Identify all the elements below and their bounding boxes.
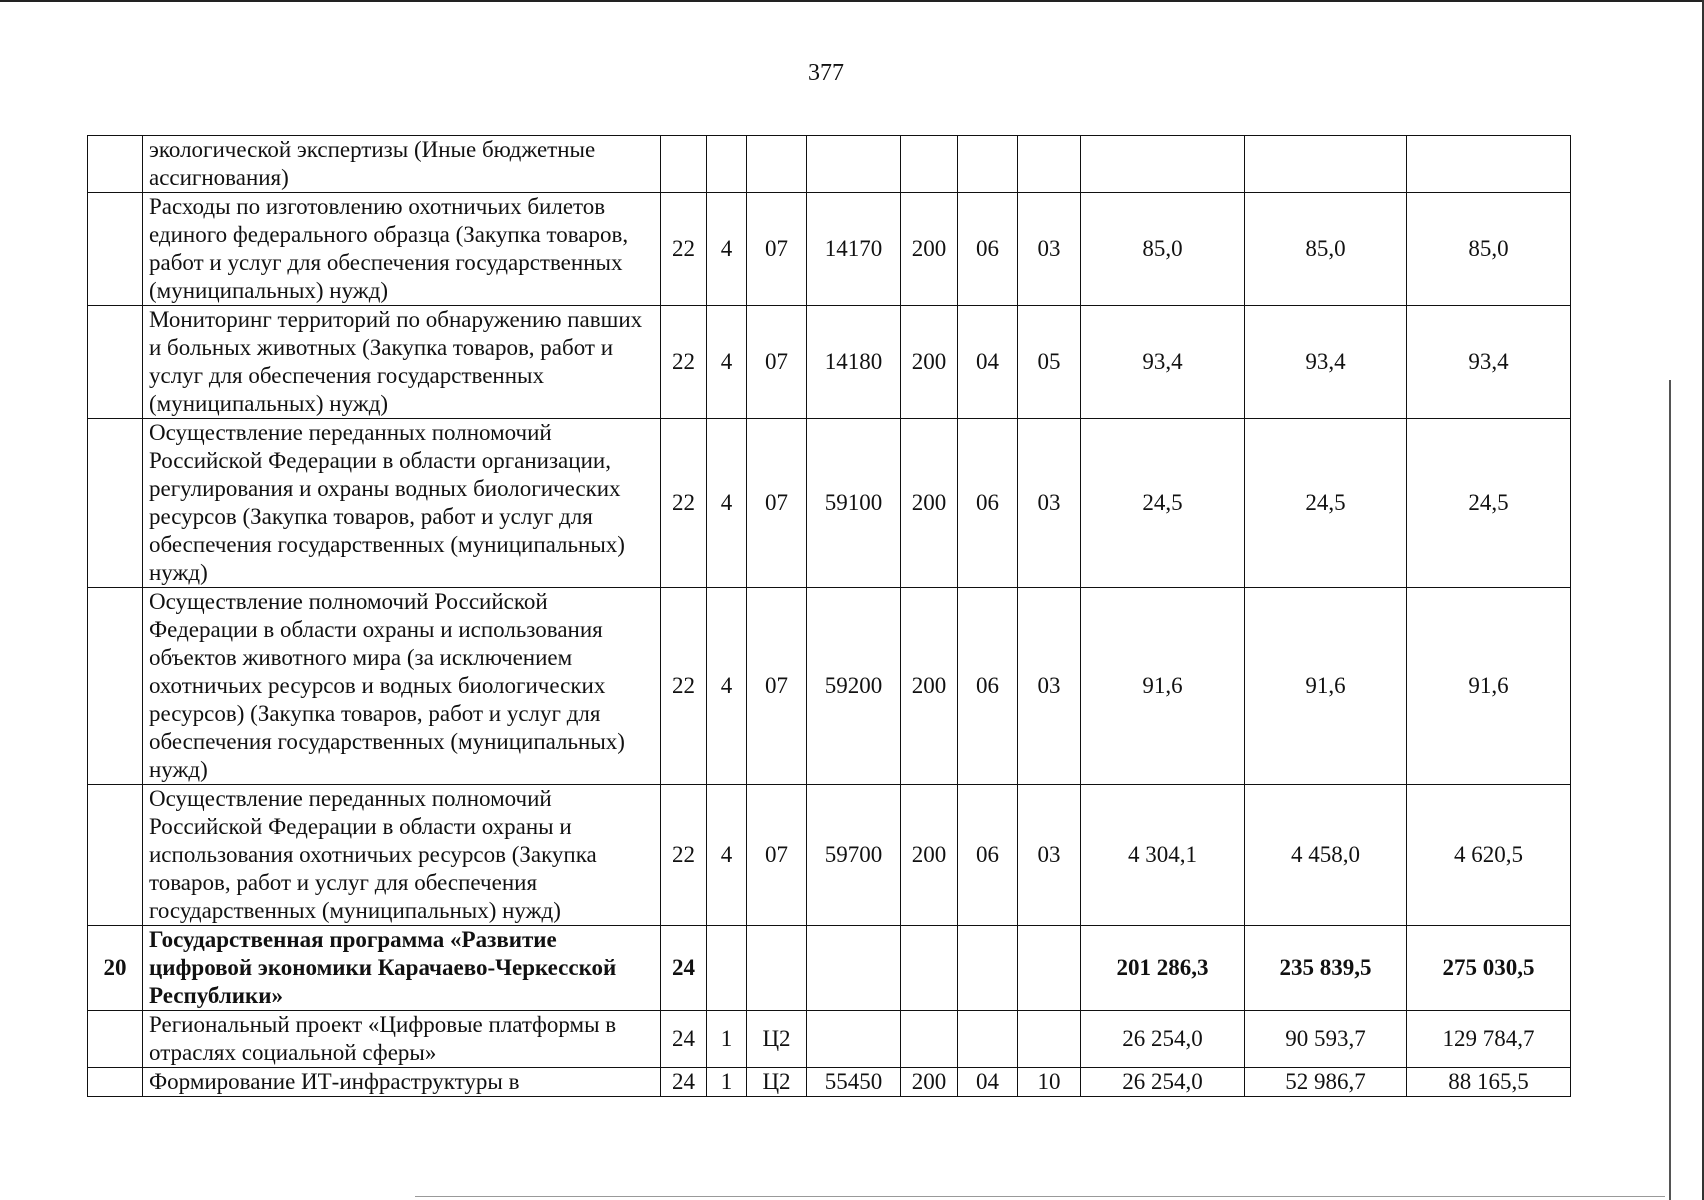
code-7 <box>1018 926 1081 1011</box>
amount-year-2 <box>1245 136 1407 193</box>
row-description: Региональный проект «Цифровые платформы в отраслях социальной сферы» <box>143 1011 661 1068</box>
amount-year-1: 91,6 <box>1081 588 1245 785</box>
amount-year-1: 85,0 <box>1081 193 1245 306</box>
code-7: 05 <box>1018 306 1081 419</box>
code-2: 4 <box>707 306 747 419</box>
row-number <box>88 136 143 193</box>
code-2: 1 <box>707 1011 747 1068</box>
amount-year-2: 90 593,7 <box>1245 1011 1407 1068</box>
amount-year-2: 235 839,5 <box>1245 926 1407 1011</box>
row-description: экологической экспертизы (Иные бюджетные ассигнования) <box>143 136 661 193</box>
code-3: 07 <box>747 193 807 306</box>
code-1: 24 <box>661 926 707 1011</box>
code-2 <box>707 926 747 1011</box>
code-3: Ц2 <box>747 1011 807 1068</box>
amount-year-3 <box>1407 136 1571 193</box>
code-3: 07 <box>747 785 807 926</box>
code-3: 07 <box>747 419 807 588</box>
amount-year-2: 93,4 <box>1245 306 1407 419</box>
table-row <box>88 419 1571 588</box>
amount-year-1 <box>1081 136 1245 193</box>
code-1: 22 <box>661 785 707 926</box>
code-1: 22 <box>661 419 707 588</box>
table-row <box>88 926 1571 1011</box>
code-7: 10 <box>1018 1068 1081 1097</box>
amount-year-3: 129 784,7 <box>1407 1011 1571 1068</box>
row-description: Формирование ИТ-инфраструктуры в <box>143 1068 661 1097</box>
row-description: Расходы по изготовлению охотничьих билетов единого федерального образца (Закупка товаров, работ и услуг для обеспечения государственных (муниципальных) нужд) <box>143 193 661 306</box>
table-row <box>88 588 1571 785</box>
row-number <box>88 785 143 926</box>
code-7 <box>1018 1011 1081 1068</box>
table-row <box>88 136 1571 193</box>
row-number <box>88 1011 143 1068</box>
row-number <box>88 588 143 785</box>
amount-year-1: 93,4 <box>1081 306 1245 419</box>
code-5: 200 <box>901 419 958 588</box>
amount-year-2: 52 986,7 <box>1245 1068 1407 1097</box>
amount-year-3: 91,6 <box>1407 588 1571 785</box>
code-5: 200 <box>901 588 958 785</box>
row-number <box>88 193 143 306</box>
code-2: 4 <box>707 193 747 306</box>
code-1: 22 <box>661 588 707 785</box>
code-5 <box>901 1011 958 1068</box>
code-6 <box>958 1011 1018 1068</box>
table-row <box>88 1011 1571 1068</box>
amount-year-1: 201 286,3 <box>1081 926 1245 1011</box>
code-7: 03 <box>1018 588 1081 785</box>
code-1: 22 <box>661 306 707 419</box>
code-5 <box>901 136 958 193</box>
amount-year-3: 85,0 <box>1407 193 1571 306</box>
code-2: 4 <box>707 588 747 785</box>
row-number <box>88 1068 143 1097</box>
code-1 <box>661 136 707 193</box>
code-7: 03 <box>1018 193 1081 306</box>
scan-border-right-inner <box>1669 380 1671 1200</box>
amount-year-3: 88 165,5 <box>1407 1068 1571 1097</box>
code-7 <box>1018 136 1081 193</box>
row-description: Осуществление полномочий Российской Федерации в области охраны и использования объектов животного мира (за исключением охотничьих ресурсов и водных биологических ресурсов) (Закупка товаров, работ и услуг для обеспечения государственных (муниципальных) нужд) <box>143 588 661 785</box>
amount-year-3: 93,4 <box>1407 306 1571 419</box>
amount-year-1: 26 254,0 <box>1081 1068 1245 1097</box>
code-3 <box>747 926 807 1011</box>
table-row <box>88 1068 1571 1097</box>
code-5: 200 <box>901 193 958 306</box>
budget-table <box>87 135 1571 1097</box>
amount-year-2: 91,6 <box>1245 588 1407 785</box>
code-2: 4 <box>707 419 747 588</box>
amount-year-3: 275 030,5 <box>1407 926 1571 1011</box>
code-1: 24 <box>661 1068 707 1097</box>
code-4: 14170 <box>807 193 901 306</box>
code-7: 03 <box>1018 419 1081 588</box>
amount-year-2: 4 458,0 <box>1245 785 1407 926</box>
amount-year-3: 4 620,5 <box>1407 785 1571 926</box>
amount-year-1: 26 254,0 <box>1081 1011 1245 1068</box>
row-number <box>88 419 143 588</box>
scan-border-bottom <box>415 1196 1665 1197</box>
amount-year-2: 24,5 <box>1245 419 1407 588</box>
code-1: 22 <box>661 193 707 306</box>
code-4: 59700 <box>807 785 901 926</box>
code-6: 06 <box>958 588 1018 785</box>
code-6: 04 <box>958 306 1018 419</box>
code-2: 4 <box>707 785 747 926</box>
code-6 <box>958 136 1018 193</box>
code-3: 07 <box>747 306 807 419</box>
code-4 <box>807 926 901 1011</box>
code-2: 1 <box>707 1068 747 1097</box>
scan-border-top <box>0 0 1704 2</box>
code-4: 59200 <box>807 588 901 785</box>
row-description: Государственная программа «Развитие цифровой экономики Карачаево-Черкесской Республики» <box>143 926 661 1011</box>
code-6: 06 <box>958 785 1018 926</box>
code-6: 06 <box>958 419 1018 588</box>
table-row <box>88 306 1571 419</box>
code-4: 59100 <box>807 419 901 588</box>
row-description: Осуществление переданных полномочий Российской Федерации в области организации, регулирования и охраны водных биологических ресурсов (Закупка товаров, работ и услуг для обеспечения государственных (муниципальных) нужд) <box>143 419 661 588</box>
code-6: 04 <box>958 1068 1018 1097</box>
row-number: 20 <box>88 926 143 1011</box>
code-1: 24 <box>661 1011 707 1068</box>
code-5: 200 <box>901 1068 958 1097</box>
amount-year-1: 24,5 <box>1081 419 1245 588</box>
page-number: 377 <box>808 60 844 86</box>
row-description: Осуществление переданных полномочий Российской Федерации в области охраны и использования охотничьих ресурсов (Закупка товаров, работ и услуг для обеспечения государственных (муниципальных) нужд) <box>143 785 661 926</box>
code-4 <box>807 136 901 193</box>
row-description: Мониторинг территорий по обнаружению павших и больных животных (Закупка товаров, работ и услуг для обеспечения государственных (муниципальных) нужд) <box>143 306 661 419</box>
code-7: 03 <box>1018 785 1081 926</box>
code-3: Ц2 <box>747 1068 807 1097</box>
code-6 <box>958 926 1018 1011</box>
code-4: 55450 <box>807 1068 901 1097</box>
code-4 <box>807 1011 901 1068</box>
code-3: 07 <box>747 588 807 785</box>
amount-year-1: 4 304,1 <box>1081 785 1245 926</box>
code-5: 200 <box>901 785 958 926</box>
code-5 <box>901 926 958 1011</box>
table-row <box>88 785 1571 926</box>
amount-year-2: 85,0 <box>1245 193 1407 306</box>
code-6: 06 <box>958 193 1018 306</box>
code-2 <box>707 136 747 193</box>
table-row <box>88 193 1571 306</box>
code-5: 200 <box>901 306 958 419</box>
amount-year-3: 24,5 <box>1407 419 1571 588</box>
code-4: 14180 <box>807 306 901 419</box>
code-3 <box>747 136 807 193</box>
row-number <box>88 306 143 419</box>
